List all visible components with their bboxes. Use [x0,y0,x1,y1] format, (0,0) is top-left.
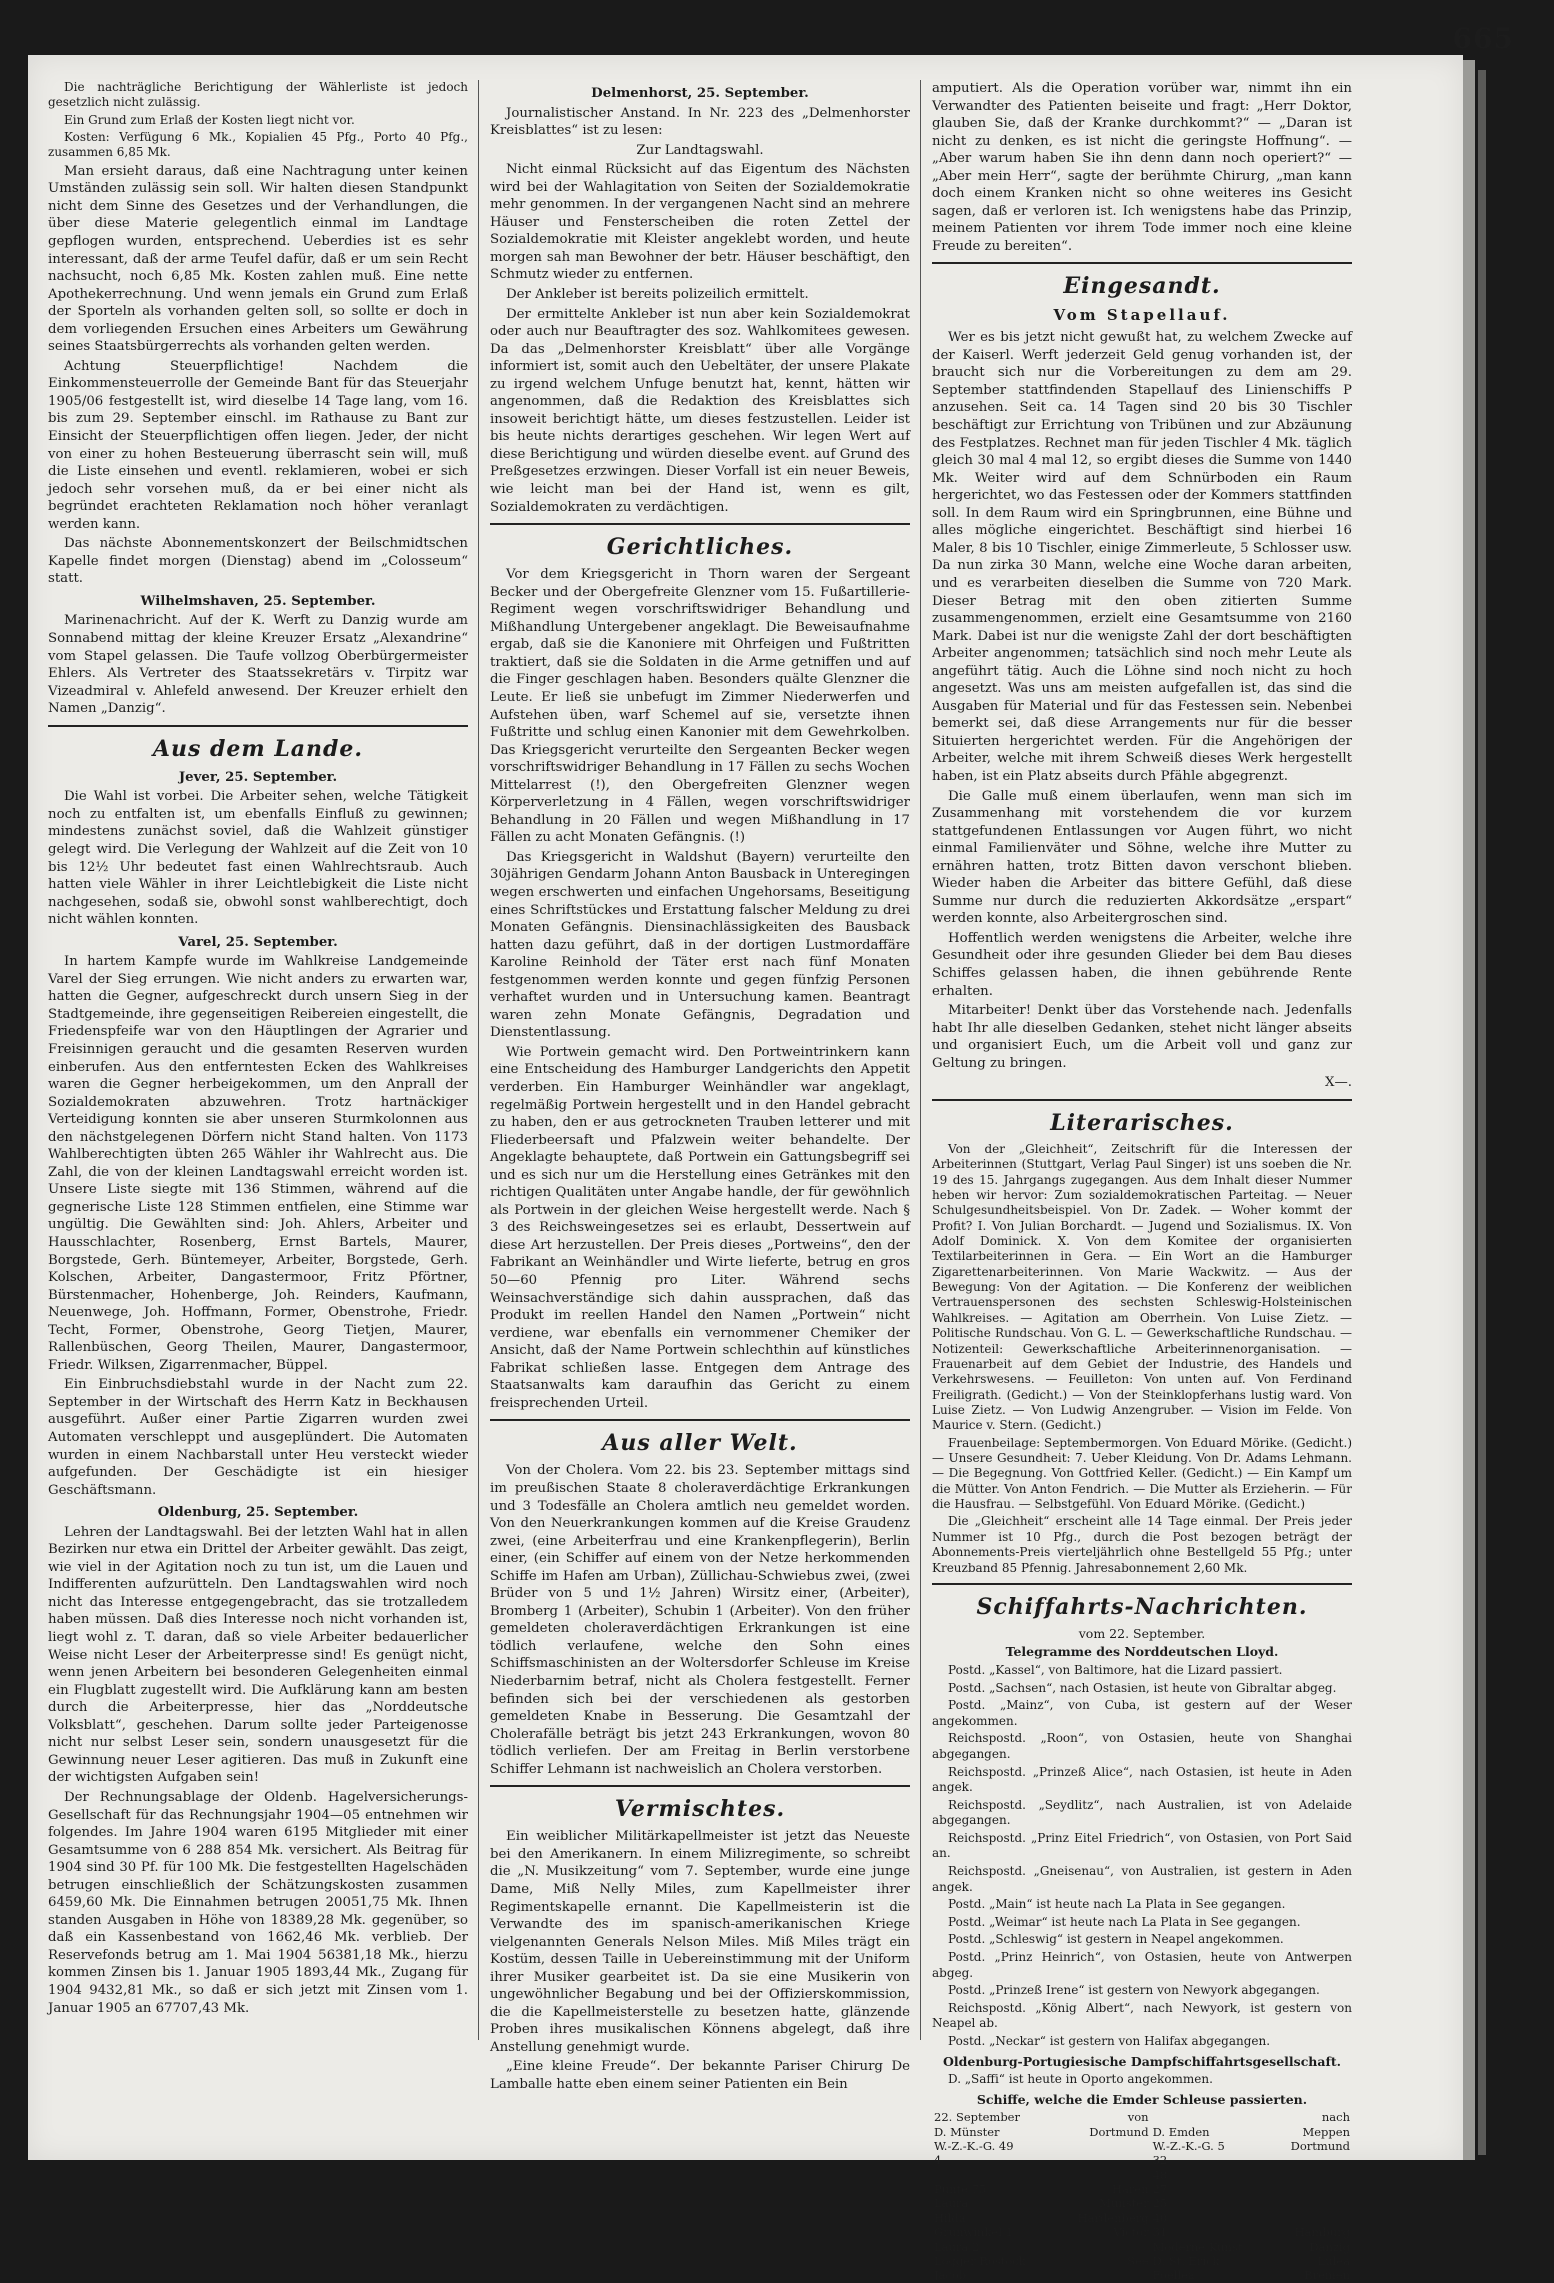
table-cell: 40 [1152,2210,1168,2225]
table-cell [932,2168,1055,2182]
article-lehren: Lehren der Landtagswahl. Bei der letzten Wahl hat in allen Bezirken nur etwa ein Drittel der Arbeiter gewählt. Das zeigt, wie viel in der Agitation noch zu tun ist, um die Lauen und Indifferenten aufzurütteln. Den Landtagswahlen wird noch nicht das Interesse entgegengebracht, das sie trotzalledem haben müssen. Daß dies Interesse noch nicht vorhanden ist, liegt wohl z. T. daran, daß so viele Arbeiter bedauerlicher Weise nicht Leser der Arbeiterpresse sind! Es genügt nicht, wenn jenen Arbeitern bei besonderen Gelegenheiten einmal ein Flugblatt zugestellt wird. Die Aufklärung kann am besten durch die Arbeiterpresse, hier das „Norddeutsche Volksblatt“, geschehen. Darum sollte jeder Parteigenosse nicht nur selbst Leser sein, sondern unausgesetzt für die Gewinnung neuer Leser agitieren. Das muß in Zukunft eine der wichtigsten Aufgaben sein! [48,1524,468,1786]
page-edge-dark [1478,70,1486,2155]
shipping-item: Reichspostd. „König Albert“, nach Newyork, ist gestern von Neapel ab. [932,2000,1352,2031]
article-kampf: In hartem Kampfe wurde im Wahlkreise Landgemeinde Varel der Sieg errungen. Wie nicht anders zu erwarten war, hatten die Gegner, aufgeschreckt durch unsern Sieg in der Stadtgemeinde, ihre gegenseitigen Reibereien eingestellt, die Friedenspfeife war von den Häuptlingen der Agrarier und Freisinnigen geraucht und die gesamten Reserven wurden einberufen. Aus den entferntesten Ecken des Wahlkreises waren die Gegner herbeigekommen, um den Anprall der Sozialdemokraten abzuwehren. Trotz hartnäckiger Verteidigung konnten sie aber unseren Sturmkolonnen aus den nächstgelegenen Dörfern nicht Stand halten. Von 1173 Wahlberechtigten übten 265 Wähler ihr Wahlrecht aus. Die Zahl, die von der kleinen Landtagswahl erreicht worden ist. Unsere Liste siegte mit 136 Stimmen, während auf die gegnerische Liste 128 Stimmen entfielen, eine Stimme war ungültig. Die Gewählten sind: Joh. Ahlers, Arbeiter und Hausschlachter, Rosenberg, Ernst Bartels, Maurer, Borgstede, Gerh. Büntemeyer, Arbeiter, Borgstede, Gerh. Kolschen, Arbeiter, Dangastermoor, Fritz Pförtner, Bürstenmacher, Hohenberge, Joh. Reinders, Kaufmann, Neuenwege, Joh. Hoffmann, Former, Obenstrohe, Friedr. Techt, Former, Obenstrohe, Georg Tietjen, Maurer, Rallenbüschen, Georg Theilen, Maurer, Dangastermoor, Friedr. Wilksen, Zigarrenmacher, Büppel. [48,954,468,1373]
table-row [932,2240,1352,2254]
section-heading: Literarisches. [1050,1109,1234,1136]
shipping-date: vom 22. September. [1078,1625,1206,1641]
article-literarisches: Die „Gleichheit“ erscheint alle 14 Tage einmal. Der Preis jeder Nummer ist 10 Pfg., durch die Post bezogen beträgt der Abonnements-Preis vierteljährlich ohne Bestellgeld 55 Pfg.; unter Kreuzband 85 Pfennig. Jahresabonnement 2,60 Mk. [932,1514,1352,1575]
table-cell: See [1127,2253,1149,2268]
article-text: Nicht einmal Rücksicht auf das Eigentum des Nächsten wird bei der Wahlagitation von Seiten der Sozialdemokratie mehr genommen. In der vergangenen Nacht sind an mehrere Häuser und Fensterscheiben die roten Zettel der Sozialdemokratie mit Kleister angeklebt worden, und heute morgen sah man Bewohner der betr. Häuser beschäftigt, den Schmutz wieder zu entfernen. [490,162,910,283]
shipping-item: Postd. „Weimar“ ist heute nach La Plata in See gegangen. [948,1914,1301,1929]
section-rule [490,523,910,525]
table-cell: 25 [1152,2196,1168,2211]
shipping-item: Postd. „Prinz Heinrich“, von Ostasien, heute von Antwerpen abgeg. [932,1950,1352,1980]
table-row [932,2139,1352,2153]
section-rule [932,1583,1352,1585]
shipping-item: Reichspostd. „Gneisenau“, von Australien, ist gestern in Aden angek. [932,1864,1352,1894]
table-row [932,2153,1352,2167]
shipping-item: Postd. „Prinzeß Irene“ ist gestern von Newyork abgegangen. [948,1983,1320,1998]
page-number: 665 [1452,22,1514,55]
dateline: Wilhelmshaven, 25. September. [140,593,376,609]
article-literarisches: Von der „Gleichheit“, Zeitschrift für die Interessen der Arbeiterinnen (Stuttgart, Verlag Paul Singer) ist uns soeben die Nr. 19 des 15. Jahrgangs zugegangen. Aus dem Inhalt dieser Nummer heben wir hervor: Zum sozialdemokratischen Parteitag. — Neuer Schulgesundheitsbeispiel. Von Dr. Zadek. — Woher kommt der Profit? I. Von Julian Borchardt. — Jugend und Sozialismus. IX. Von Adolf Dominick. X. Von dem Komitee der organisierten Textilarbeiterinnen in Gera. — Ein Wort an die Hamburger Zigarettenarbeiterinnen. Von Marie Wackwitz. — Aus der Bewegung: Von der Agitation. — Die Konferenz der weiblichen Vertrauenspersonen des sechsten Schleswig-Holsteinischen Wahlkreises. — Agitation am Oberrhein. Von Luise Zietz. — Politische Rundschau. Von G. L. — Gewerkschaftliche Rundschau. — Notizenteil: Gewerkschaftliche Arbeiterinnenorganisation. — Frauenarbeit auf dem Gebiet der Industrie, des Handels und Verkehrswesens. — Feuilleton: Von unten auf. Von Ferdinand Freiligrath. (Gedicht.) — Von der Steinklopferhans lustig ward. Von Luise Zietz. — Von Ludwig Anzengruber. — Vision im Felde. Von Maurice v. Stern. (Gedicht.) [932,1141,1352,1433]
shipping-subheading: Telegramme des Norddeutschen Lloyd. [1005,1644,1279,1660]
page-edge-shadow [1463,60,1475,2160]
table-cell: Münster [1099,2196,1149,2211]
article-literarisches: Frauenbeilage: Septembermorgen. Von Eduard Mörike. (Gedicht.) — Unsere Gesundheit: 7. Ueber Kleidung. Von Dr. Adams Lehmann. — Die Begegnung. Von Gottfried Keller. (Gedicht.) — Ein Kampf um die Mütter. Von Anton Fendrich. — Die Mutter als Erzieherin. — Für die Hausfrau. — Selbstgefühl. Von Eduard Mörike. (Gedicht.) [932,1435,1352,1512]
table-cell: 4 [934,2153,942,2168]
shipping-item: Postd. „Main“ ist heute nach La Plata in See gegangen. [948,1897,1286,1912]
table-cell: Dortmund [1290,2138,1350,2153]
section-heading: Eingesandt. [1063,273,1221,300]
article-kapellmeister: Ein weiblicher Militärkapellmeister ist jetzt das Neueste bei den Amerikanern. In einem Milizregimente, so schreibt die „N. Musikzeitung“ vom 7. September, wurde eine junge Dame, Miß Nelly Miles, zum Kapellmeister ihrer Regimentskapelle ernannt. Die Kapellmeisterin ist die Verwandte des im spanisch-amerikanischen Kriege vielgenannten Generals Nelson Miles. Miß Miles trägt ein Kostüm, dessen Taille in Uebereinstimmung mit der Uniform ihrer Musiker gearbeitet ist. Da sie eine Musikerin von ungewöhnlicher Begabung und bei der Offizierskommission, die die Kapellmeisterstelle zu besetzen hatte, glänzende Proben ihres musikalischen Könnens abgelegt, daß ihre Anstellung genehmigt wurde. [490,1829,910,2055]
table-cell: Lulea [1317,2253,1350,2268]
table-cell: Hilda [934,2210,966,2225]
article-thorn: Vor dem Kriegsgericht in Thorn waren der Sergeant Becker und der Obergefreite Glenzner vom 15. Fußartillerie-Regiment wegen vorschriftswidriger Behandlung und Mißhandlung Untergebener angeklagt. Die Beweisaufnahme ergab, daß sie die Kanoniere mit Ohrfeigen und Fußtritten traktiert, daß sie die Soldaten in die Arme getniffen und auf die Finger geschlagen haben. Besonders quälte Glenzner die Leute. Er ließ sie unbefugt im Zimmer Niederwerfen und Aufstehen üben, warf Schemel auf sie, versetzte ihnen Fußtritte und schlug einen Kanonier mit dem Gewehrkolben. Das Kriegsgericht verurteilte den Sergeanten Becker wegen vorschriftswidriger Behandlung in 17 Fällen zu sechs Wochen Mittelarrest (!), den Obergefreiten Glenzner wegen Körperverletzung in 4 Fällen, wegen vorschriftswidriger Behandlung in 20 Fällen und wegen Mißhandlung in 17 Fällen zu acht Monaten Gefängnis. (!) [490,567,910,846]
table-cell [1055,2168,1151,2182]
section-rule [48,725,468,727]
article-portwein: Wie Portwein gemacht wird. Den Portweintrinkern kann eine Entscheidung des Hamburger Landgerichts den Appetit verderben. Ein Hamburger Weinhändler war angeklagt, regelmäßig Portwein hergestellt und in den Handel gebracht zu haben, den er aus getrockneten Trauben letterer und mit Fliederbeersaft und Pfalzwein weiter behandelte. Der Angeklagte behauptete, daß Portwein ein Gattungsbegriff sei und es sich nur um die Herstellung eines Getränkes mit den richtigen Qualitäten unter Angabe handle, der für gewöhnlich als Portwein in der gleichen Weise hergestellt werde. Nach § 3 des Reichsweingesetzes sei es erlaubt, Dessertwein auf diese Art herzustellen. Der Preis dieses „Portweins“, den der Fabrikant an Weinhändler und Wirte lieferte, betrug en gros 50—60 Pfennig pro Liter. Während sechs Weinsachverständige sich dahin aussprachen, daß das Produkt im reellen Handel den Namen „Portwein“ nicht verdiene, war ebenfalls ein vernommener Chemiker der Ansicht, daß der Name Portwein schlechthin auf künstliches Fabrikat schließen lasse. Entgegen dem Antrage des Staatsanwalts kam daraufhin das Gericht zu einem freisprechenden Urteil. [490,1044,910,1411]
table-header-cell: 22. September [934,2110,1020,2125]
dateline: Jever, 25. September. [178,769,338,785]
shipping-item: Postd. „Neckar“ ist gestern von Halifax abgegangen. [948,2034,1271,2048]
table-cell: Pünte 75 [934,2182,987,2197]
table-cell: W.-Z.-K.-G. 5 [1152,2138,1225,2153]
section-rule [932,1099,1352,1101]
table-cell: Haren [1111,2182,1149,2197]
shipping-item: Reichspostd. „Seydlitz“, nach Australien, ist von Adelaide abgegangen. [932,1797,1352,1828]
table-cell: Logger Rostock [934,2253,1026,2268]
shipping-item: Reichspostd. „Roon“, von Ostasien, heute von Shanghai abgegangen. [932,1731,1352,1761]
article-journalistisch: Journalistischer Anstand. In Nr. 223 des „Delmenhorster Kreisblattes“ ist zu lesen: [490,105,910,139]
table-cell: Danzig [1309,2239,1350,2254]
section-heading: Aus dem Lande. [152,735,364,762]
article-hagel: Der Rechnungsablage der Oldenb. Hagelversicherungs-Gesellschaft für das Rechnungsjahr 1904—05 entnehmen wir folgendes. Im Jahre 1904 waren 6195 Mitglieder mit einer Gesamtsumme von 6 288 854 Mk. versichert. Als Beitrag für 1904 sind 30 Pf. für 100 Mk. Die festgestellten Hagelschäden betrugen einschließlich der Schätzungskosten zusammen 6459,60 Mk. Die Einnahmen betrugen 20051,75 Mk. Ihnen standen Ausgaben in Höhe von 18389,28 Mk. gegenüber, so daß ein Kassenbestand von 1662,46 Mk. verblieb. Der Reservefonds betrug am 1. Mai 1904 56381,18 Mk., hierzu kommen Zinsen bis 1. Januar 1905 1893,44 Mk., Zugang für 1904 9432,81 Mk., so daß er sich jetzt mit Zinsen vom 1. Januar 1905 an 67707,43 Mk. [48,1789,468,2016]
table-cell: Laura [934,2196,969,2211]
table-cell: 31 [1152,2225,1168,2240]
shipping-item: D. „Saffi“ ist heute in Oporto angekommen. [948,2072,1213,2087]
signature: X—. [1325,1075,1352,1091]
section-heading: Vermischtes. [614,1796,786,1823]
table-header-row [932,2110,1352,2124]
table-row [932,2268,1352,2282]
article-cholera: Von der Cholera. Vom 22. bis 23. September mittags sind im preußischen Staate 8 choleraverdächtige Erkrankungen und 3 Todesfälle an Cholera amtlich neu gemeldet worden. Von den Neuerkrankungen kommen auf die Kreise Graudenz zwei, (eine Arbeiterfrau und eine Krankenpflegerin), Berlin einer, (ein Schiffer auf einem von der Netze herkommenden Schiffe im Hafen am Urban), Züllichau-Schwiebus zwei, (zwei Brüder von 5 und 1½ Jahren) Wirsitz einer, (Arbeiter), Bromberg 1 (Arbeiter), Schubin 1 (Arbeiter). Von den früher gemeldeten choleraverdächtigen Erkrankungen ist eine tödlich verlaufene, welche den Sohn eines Schiffsmaschinisten an der Woltersdorfer Schleuse im Kreise Niederbarnim betraf, nicht als Cholera festgestellt. Ferner befinden sich bei der verschiedenen als gestorben gemeldeten Knabe in Besserung. Die Gesamtzahl der Cholerafälle beträgt bis jetzt 243 Erkrankungen, wovon 80 tödlich verliefen. Der am Freitag in Berlin verstorbene Schiffer Lehmann ist nachweislich an Cholera verstorben. [490,1463,910,1777]
shipping-item: Postd. „Kassel“, von Baltimore, hat die Lizard passiert. [948,1662,1283,1677]
section-heading: Gerichtliches. [606,534,794,561]
article-text: Ein Grund zum Erlaß der Kosten liegt nicht vor. [64,112,355,127]
table-header-cell [1151,2110,1271,2124]
table-row [932,2125,1352,2139]
article-text: Der ermittelte Ankleber ist nun aber kein Sozialdemokrat oder auch nur Beauftragter des soz. Wahlkomitees gewesen. Da das „Delmenhorster Kreisblatt“ über alle Vorgänge informiert ist, somit auch den Uebeltäter, der unsere Plakate zu irgend welchem Unfuge benutzt hat, kennt, hätten wir angenommen, daß die Redaktion des Kreisblattes sich insoweit berichtigt hätte, um dieses festzustellen. Leider ist bis heute nichts derartiges geschehen. Wir legen Wert auf diese Berichtigung und würden dieselbe event. auf Grund des Preßgesetzes erzwingen. Dieser Vorfall ist ein neuer Beweis, wie leicht man bei der Hand ist, wenn es gilt, Sozialdemokraten zu verdächtigen. [490,306,910,515]
shipping-item: Postd. „Schleswig“ ist gestern in Neapel angekommen. [948,1932,1284,1947]
article-freude: „Eine kleine Freude“. Der bekannte Pariser Chirurg De Lamballe hatte eben einem seiner Patienten ein Bein [490,2059,910,2092]
table-cell: Victor [1113,2225,1149,2240]
table-cell: Moderne Kunst [1152,2239,1243,2254]
article-einbruch: Ein Einbruchsdiebstahl wurde in der Nacht zum 22. September in der Wirtschaft des Herrn Katz in Beckhausen ausgeführt. Außer einer Partie Zigarren wurden zwei Automaten verschleppt und ausgeplündert. Die Automaten wurden in einem Nachbarstall unter Heu versteckt wieder aufgefunden. Der Geschädigte ist ein hiesiger Geschäftsmann. [48,1377,468,1498]
table-header-cell: von [1127,2110,1149,2125]
table-row [932,2211,1352,2225]
shipping-item: Reichspostd. „Prinzeß Alice“, nach Ostasien, ist heute in Aden angek. [932,1764,1352,1795]
section-heading: Schiffahrts-Nachrichten. [976,1593,1308,1620]
shipping-item: Reichspostd. „Prinz Eitel Friedrich“, von Ostasien, von Port Said an. [932,1830,1352,1861]
article-stapellauf: Hoffentlich werden wenigstens die Arbeiter, welche ihre Gesundheit oder ihre gesunden Glieder bei dem Bau dieses Schiffes gelassen haben, die ihnen gebührende Rente erhalten. [932,930,1352,999]
table-cell [1055,2240,1151,2254]
article-text: Der Ankleber ist bereits polizeilich ermittelt. [506,287,809,303]
column-3 [932,80,1352,2283]
section-heading: Aus aller Welt. [602,1430,798,1457]
shipping-subheading: Schiffe, welche die Emder Schleuse passierten. [976,2091,1308,2107]
emden-lock-table [932,2110,1352,2283]
table-cell: Meppen [1302,2124,1350,2139]
table-cell: D. St. Erick [1152,2253,1220,2268]
shipping-subheading: Oldenburg-Portugiesische Dampfschiffahrtsgesellschaft. [942,2053,1341,2069]
shipping-list [932,1663,1352,2050]
article-text: Die nachträgliche Berichtigung der Wählerliste ist jedoch gesetzlich nicht zulässig. [48,80,468,110]
article-stapellauf: Die Galle muß einem überlaufen, wenn man sich im Zusammenhang mit vorstehendem die vor kurzem stattgefundenen Entlassungen vor Augen führt, wo nicht einmal Familienväter und Söhne, welche ihre Mutter zu ernähren hatten, trotz Bitten davon verschont blieben. Wieder haben die Arbeiter das bittere Gefühl, daß diese Summe nur durch die reduzierten Akkordsätze „erspart“ werden konnte, also Arbeitergroschen sind. [932,788,1352,927]
column-1 [48,80,468,2019]
section-rule [932,262,1352,264]
table-cell: 32 [1152,2153,1168,2168]
table-cell: 48 [1152,2167,1168,2182]
table-cell: 27 [1152,2182,1168,2197]
article-steuer: Achtung Steuerpflichtige! Nachdem die Einkommensteuerrolle der Gemeinde Bant für das Steuerjahr 1905/06 festgestellt ist, wird dieselbe 14 Tage lang, vom 16. bis zum 29. September einschl. im Rathause zu Bant zur Einsicht der Steuerpflichtigen offen liegen. Jeder, der nicht von einer zu hohen Besteuerung überrascht sein will, muß die Liste einsehen und eventl. reklamieren, wobei er sich jedoch sehr vorsehen muß, da er bei einer nicht als begründet erachteten Reklamation noch höher veranlagt werden kann. [48,358,468,532]
table-row [932,2196,1352,2210]
dateline: Oldenburg, 25. September. [157,1505,359,1521]
column-divider-2 [920,80,921,2040]
table-cell: Laura 2 [934,2239,980,2254]
table-cell: Foellea [1152,2268,1195,2283]
table-cell [1271,2182,1352,2196]
article-freude-cont: amputiert. Als die Operation vorüber war, nimmt ihn ein Verwandter des Patienten beiseite und fragt: „Herr Doktor, glauben Sie, daß der Kranke durchkommt?“ — „Daran ist nicht zu denken, es ist nicht die geringste Hoffnung“. — „Aber warum haben Sie ihn denn dann noch operiert?“ — „Aber mein Herr“, sagte der berühmte Chirurg, „man kann doch einem Kranken nicht so ohne weiteres ins Gesicht sagen, daß er verloren ist. Ich wenigstens habe das Prinzip, meinem Patienten vor ihrem Tode immer noch eine kleine Freude zu bereiten“. [932,81,1352,254]
table-cell [1271,2153,1352,2167]
table-cell [1055,2268,1151,2282]
table-cell: Jacob [934,2268,967,2283]
column-2 [490,80,910,2096]
table-cell [1271,2168,1352,2182]
column-divider-1 [478,80,479,2040]
table-row [932,2168,1352,2182]
article-waldshut: Das Kriegsgericht in Waldshut (Bayern) verurteilte den 30jährigen Gendarm Johann Anton Bausback in Unteregingen wegen erschwerten und einfachen Ungehorsams, Beseitigung eines Schriftstückes und Erstattung falscher Meldung zu drei Monaten Gefängnis. Diensinachlässigkeiten des Bausback hatten dazu geführt, daß in der dortigen Lustmordaffäre Karoline Reinhold der Täter erst nach fünf Monaten festgenommen werden konnte und gegen fünfzig Personen verhaftet wurden und in Untersuchung kamen. Beantragt waren zehn Monate Gefängnis, Degradation und Dienstentlassung. [490,849,910,1041]
subsection-heading: Vom Stapellauf. [1053,305,1231,324]
dateline: Delmenhorst, 25. September. [591,86,809,101]
article-stapellauf: Wer es bis jetzt nicht gewußt hat, zu welchem Zwecke auf der Kaiserl. Werft jederzeit Geld genug vorhanden ist, der braucht sich nur die Vorbereitungen zu dem am 29. September stattfindenden Stapellauf des Linienschiffs P anzusehen. Seit ca. 14 Tagen sind 20 bis 30 Tischler beschäftigt zur Errichtung von Tribünen und zur Abzäunung des Festplatzes. Rechnet man für jeden Tischler 4 Mk. täglich gleich 30 mal 4 mal 12, so ergibt dieses die Summe von 1440 Mk. Weiter wird auf dem Schnürboden ein Raum hergerichtet, wo das Festessen oder der Kommers stattfinden soll. In dem Raum wird ein Springbrunnen, eine Bühne und alles mögliche eingerichtet. Beschäftigt sind hierbei 16 Maler, 8 bis 10 Tischler, einige Zimmerleute, 5 Schlosser usw. Da nun zirka 30 Mann, welche eine Woche daran arbeiten, und es verarbeiten dieselben die Summe von 720 Mark. Dieser Betrag mit den oben zitierten Summe zusammengenommen, erzielt eine Gesamtsumme von 2160 Mark. Dabei ist nur die wenigste Zahl der dort beschäftigten Arbeiter angenommen; tatsächlich sind noch mehr Leute als angeführt tätig. Auch die Löhne sind noch nicht zu hoch angesetzt. Was uns am meisten aufgefallen ist, das sind die Ausgaben für Material und für das Festessen sein. Nebenbei bemerkt sei, daß diese Arrangements nur für die besser Situierten hergerichtet werden. Für die Angehörigen der Arbeiter, welche mit ihrem Schweiß dieses Werk hergestellt haben, ist ein Platz abseits durch Pfähle abgegrenzt. [932,330,1352,784]
article-marine: Marinenachricht. Auf der K. Werft zu Danzig wurde am Sonnabend mittag der kleine Kreuzer Ersatz „Alexandrine“ vom Stapel gelassen. Die Taufe vollzog Oberbürgermeister Ehlers. Als Vertreter des Staatssekretärs v. Tirpitz war Vizeadmiral v. Ahlefeld anwesend. Der Kreuzer erhielt den Namen „Danzig“. [48,613,468,717]
table-row [932,2182,1352,2196]
table-cell [1055,2139,1151,2153]
shipping-item: Postd. „Mainz“, von Cuba, ist gestern auf der Weser angekommen. [932,1698,1352,1728]
article-stapellauf: Mitarbeiter! Denkt über das Vorstehende nach. Jedenfalls habt Ihr alle dieselben Gedanken, stehet nicht länger abseits und organisiert Euch, um die Arbeit voll und ganz zur Geltung zu bringen. [932,1003,1352,1071]
table-row [932,2254,1352,2268]
table-cell [1055,2153,1151,2167]
table-cell: Dortmund [1089,2124,1149,2139]
table-cell: Hamburg [1294,2225,1350,2240]
article-wahl: Die Wahl ist vorbei. Die Arbeiter sehen, welche Tätigkeit noch zu entfalten ist, um ebenfalls Einfluß zu gewinnen; mindestens zunächst soviel, daß die Wahlzeit günstiger gelegt wird. Die Verlegung der Wahlzeit auf die Zeit von 10 bis 12½ Uhr bedeutet fast einen Wahlrechtsraub. Auch hatten viele Wähler in ihrer Leichtlebigkeit die Liste nicht nachgesehen, sodaß sie, obwohl sonst wahlberechtigt, doch nicht wählen konnten. [48,789,468,928]
table-cell: W.-Z.-K.-G. 49 [934,2138,1014,2153]
table-cell: D. Emden [1152,2124,1210,2139]
table-row [932,2225,1352,2239]
table-cell [1271,2196,1352,2210]
table-header-cell: nach [1321,2110,1350,2125]
quote-title: Zur Landtagswahl. [636,142,764,158]
dateline: Varel, 25. September. [178,934,338,950]
table-cell: Bremen [1304,2268,1350,2283]
article-text: Kosten: Verfügung 6 Mk., Kopialien 45 Pfg., Porto 40 Pfg., zusammen 6,85 Mk. [48,130,468,160]
section-rule [490,1785,910,1787]
table-cell: Hardenberg [1077,2210,1149,2225]
article-konzert: Das nächste Abonnementskonzert der Beilschmidtschen Kapelle findet morgen (Dienstag) abend im „Colosseum“ statt. [48,536,468,587]
section-rule [490,1419,910,1421]
table-cell: Grünwinkel 1 [934,2225,1013,2240]
article-text: Man ersieht daraus, daß eine Nachtragung unter keinen Umständen zulässig sein soll. Wir halten diesen Standpunkt nicht dem Sinne des Gesetzes und der Verhandlungen, die über diese Materie gelegentlich einmal im Landtage gepflogen wurden, entsprechend. Ueberdies ist es sehr interessant, daß der arme Teufel dafür, daß er um sein Recht nachsucht, noch 6,85 Mk. Kosten zahlen muß. Eine nette Apothekerrechnung. Und wenn jemals ein Grund zum Erlaß der Sporteln als vorhanden gelten soll, so sollte er doch in dem vorliegenden Ersuchen eines Arbeiters um Gewährung seines Staatsbürgerrechts als vorhanden gelten werden. [48,163,468,355]
table-cell: D. Münster [934,2124,1000,2139]
table-cell [1271,2211,1352,2225]
shipping-item: Postd. „Sachsen“, nach Ostasien, ist heute von Gibraltar abgeg. [948,1680,1337,1695]
